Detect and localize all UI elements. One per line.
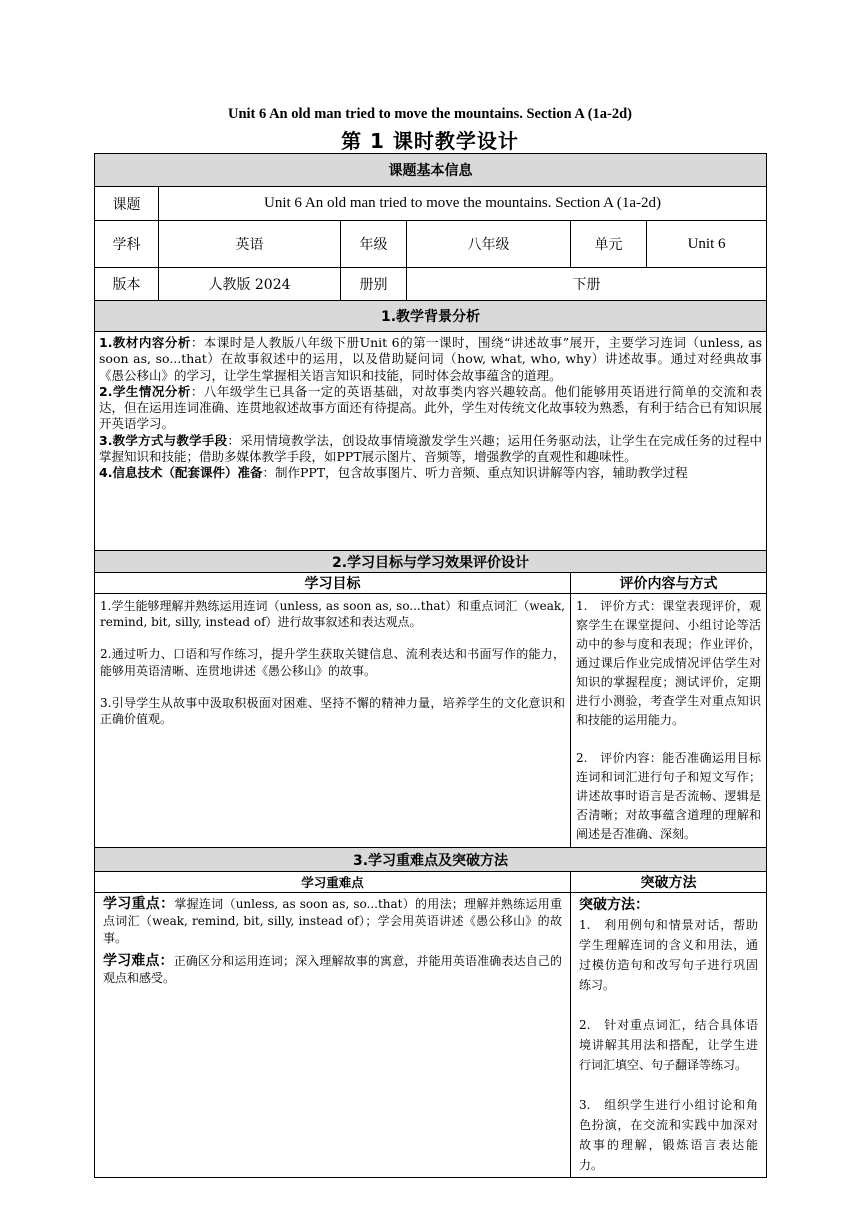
method-item: 2. 针对重点词汇，结合具体语境讲解其用法和搭配，让学生进行词汇填空、句子翻译等练习。	[579, 1018, 759, 1072]
method-item: 3. 组织学生进行小组讨论和角色扮演，在交流和实践中加深对故事的理解，锻炼语言表达能力。	[579, 1098, 759, 1172]
lesson-plan-table	[94, 153, 766, 1178]
volume-label: 册别	[341, 268, 407, 301]
background-item: 4.信息技术（配套课件）准备：制作PPT，包含故事图片、听力音频、重点知识讲解等内容，辅助教学过程	[99, 465, 688, 481]
evaluation-header: 评价内容与方式	[571, 573, 767, 594]
difficult-point: 学习难点：正确区分和运用连词；深入理解故事的寓意，并能用英语准确表达自己的观点和感受。	[103, 953, 562, 985]
edition-value: 人教版 2024	[159, 268, 341, 301]
background-header: 1.教学背景分析	[95, 301, 767, 332]
objectives-header: 2.学习目标与学习效果评价设计	[95, 551, 767, 573]
topic-value: Unit 6 An old man tried to move the mountains. Section A (1a-2d)	[159, 187, 767, 221]
background-item: 3.教学方式与教学手段：采用情境教学法，创设故事情境激发学生兴趣；运用任务驱动法，让学生在完成任务的过程中掌握知识和技能；借助多媒体教学手段，如PPT展示图片、音频等，增强教学的直观性和趣味性。	[99, 432, 763, 465]
key-difficult-content	[95, 893, 571, 1178]
key-points-header: 3.学习重难点及突破方法	[95, 848, 767, 872]
edition-label: 版本	[95, 268, 159, 301]
goal-item: 2.通过听力、口语和写作练习，提升学生获取关键信息、流利表达和书面写作的能力，能够用英语清晰、连贯地讲述《愚公移山》的故事。	[100, 647, 565, 678]
english-title: Unit 6 An old man tried to move the mountains. Section A (1a-2d)	[227, 106, 632, 122]
background-item: 1.教材内容分析：本课时是人教版八年级下册Unit 6的第一课时，围绕“讲述故事”展开，主要学习连词（unless, as soon as, so...that）在故事叙述中的运用，以及借助疑问词（how, what, who, why）讲述故事。通过对经典故事《愚公移山》的学习，让学生掌握相关语言知识和技能，同时体会故事蕴含的道理。	[99, 335, 763, 383]
basic-info-header: 课题基本信息	[95, 154, 767, 187]
grade-value: 八年级	[407, 221, 571, 268]
method-item: 1. 利用例句和情景对话，帮助学生理解连词的含义和用法，通过模仿造句和改写句子进行巩固练习。	[579, 918, 759, 992]
evaluation-content	[571, 594, 767, 848]
grade-label: 年级	[341, 221, 407, 268]
key-difficult-header: 学习重难点	[95, 872, 571, 893]
key-point: 学习重点：掌握连词（unless, as soon as, so...that）的用法；理解并熟练运用重点词汇（weak, remind, bit, silly, instead of）；学会用英语讲述《愚公移山》的故事。	[103, 896, 562, 945]
background-item: 2.学生情况分析：八年级学生已具备一定的英语基础，对故事类内容兴趣较高。他们能够用英语进行简单的交流和表达，但在运用连词准确、连贯地叙述故事方面还有待提高。此外，学生对传统文化故事较为熟悉，有利于结合已有知识展开英语学习。	[99, 383, 763, 432]
background-content	[95, 332, 767, 551]
topic-label: 课题	[95, 187, 159, 221]
chinese-title: 第 1 课时教学设计	[341, 129, 519, 153]
subject-value: 英语	[159, 221, 341, 268]
method-label: 突破方法：	[579, 897, 649, 913]
goal-item: 1.学生能够理解并熟练运用连词（unless, as soon as, so...that）和重点词汇（weak, remind, bit, silly, instead of）进行故事叙述和表达观点。	[100, 599, 565, 630]
evaluation-item: 1. 评价方式：课堂表现评价，观察学生在课堂提问、小组讨论等活动中的参与度和表现；作业评价，通过课后作业完成情况评估学生对知识的掌握程度；测试评价，定期进行小测验，考查学生对重点知识和技能的运用能力。	[576, 599, 762, 727]
method-header: 突破方法	[571, 872, 767, 893]
subject-label: 学科	[95, 221, 159, 268]
unit-value: Unit 6	[647, 221, 767, 268]
volume-value: 下册	[407, 268, 767, 301]
unit-label: 单元	[571, 221, 647, 268]
goal-item: 3.引导学生从故事中汲取积极面对困难、坚持不懈的精神力量，培养学生的文化意识和正确价值观。	[100, 695, 565, 727]
goals-content	[95, 594, 571, 848]
method-content	[571, 893, 767, 1178]
goals-header: 学习目标	[95, 573, 571, 594]
evaluation-item: 2. 评价内容：能否准确运用目标连词和词汇进行句子和短文写作；讲述故事时语言是否流畅、逻辑是否清晰；对故事蕴含道理的理解和阐述是否准确、深刻。	[576, 751, 762, 841]
